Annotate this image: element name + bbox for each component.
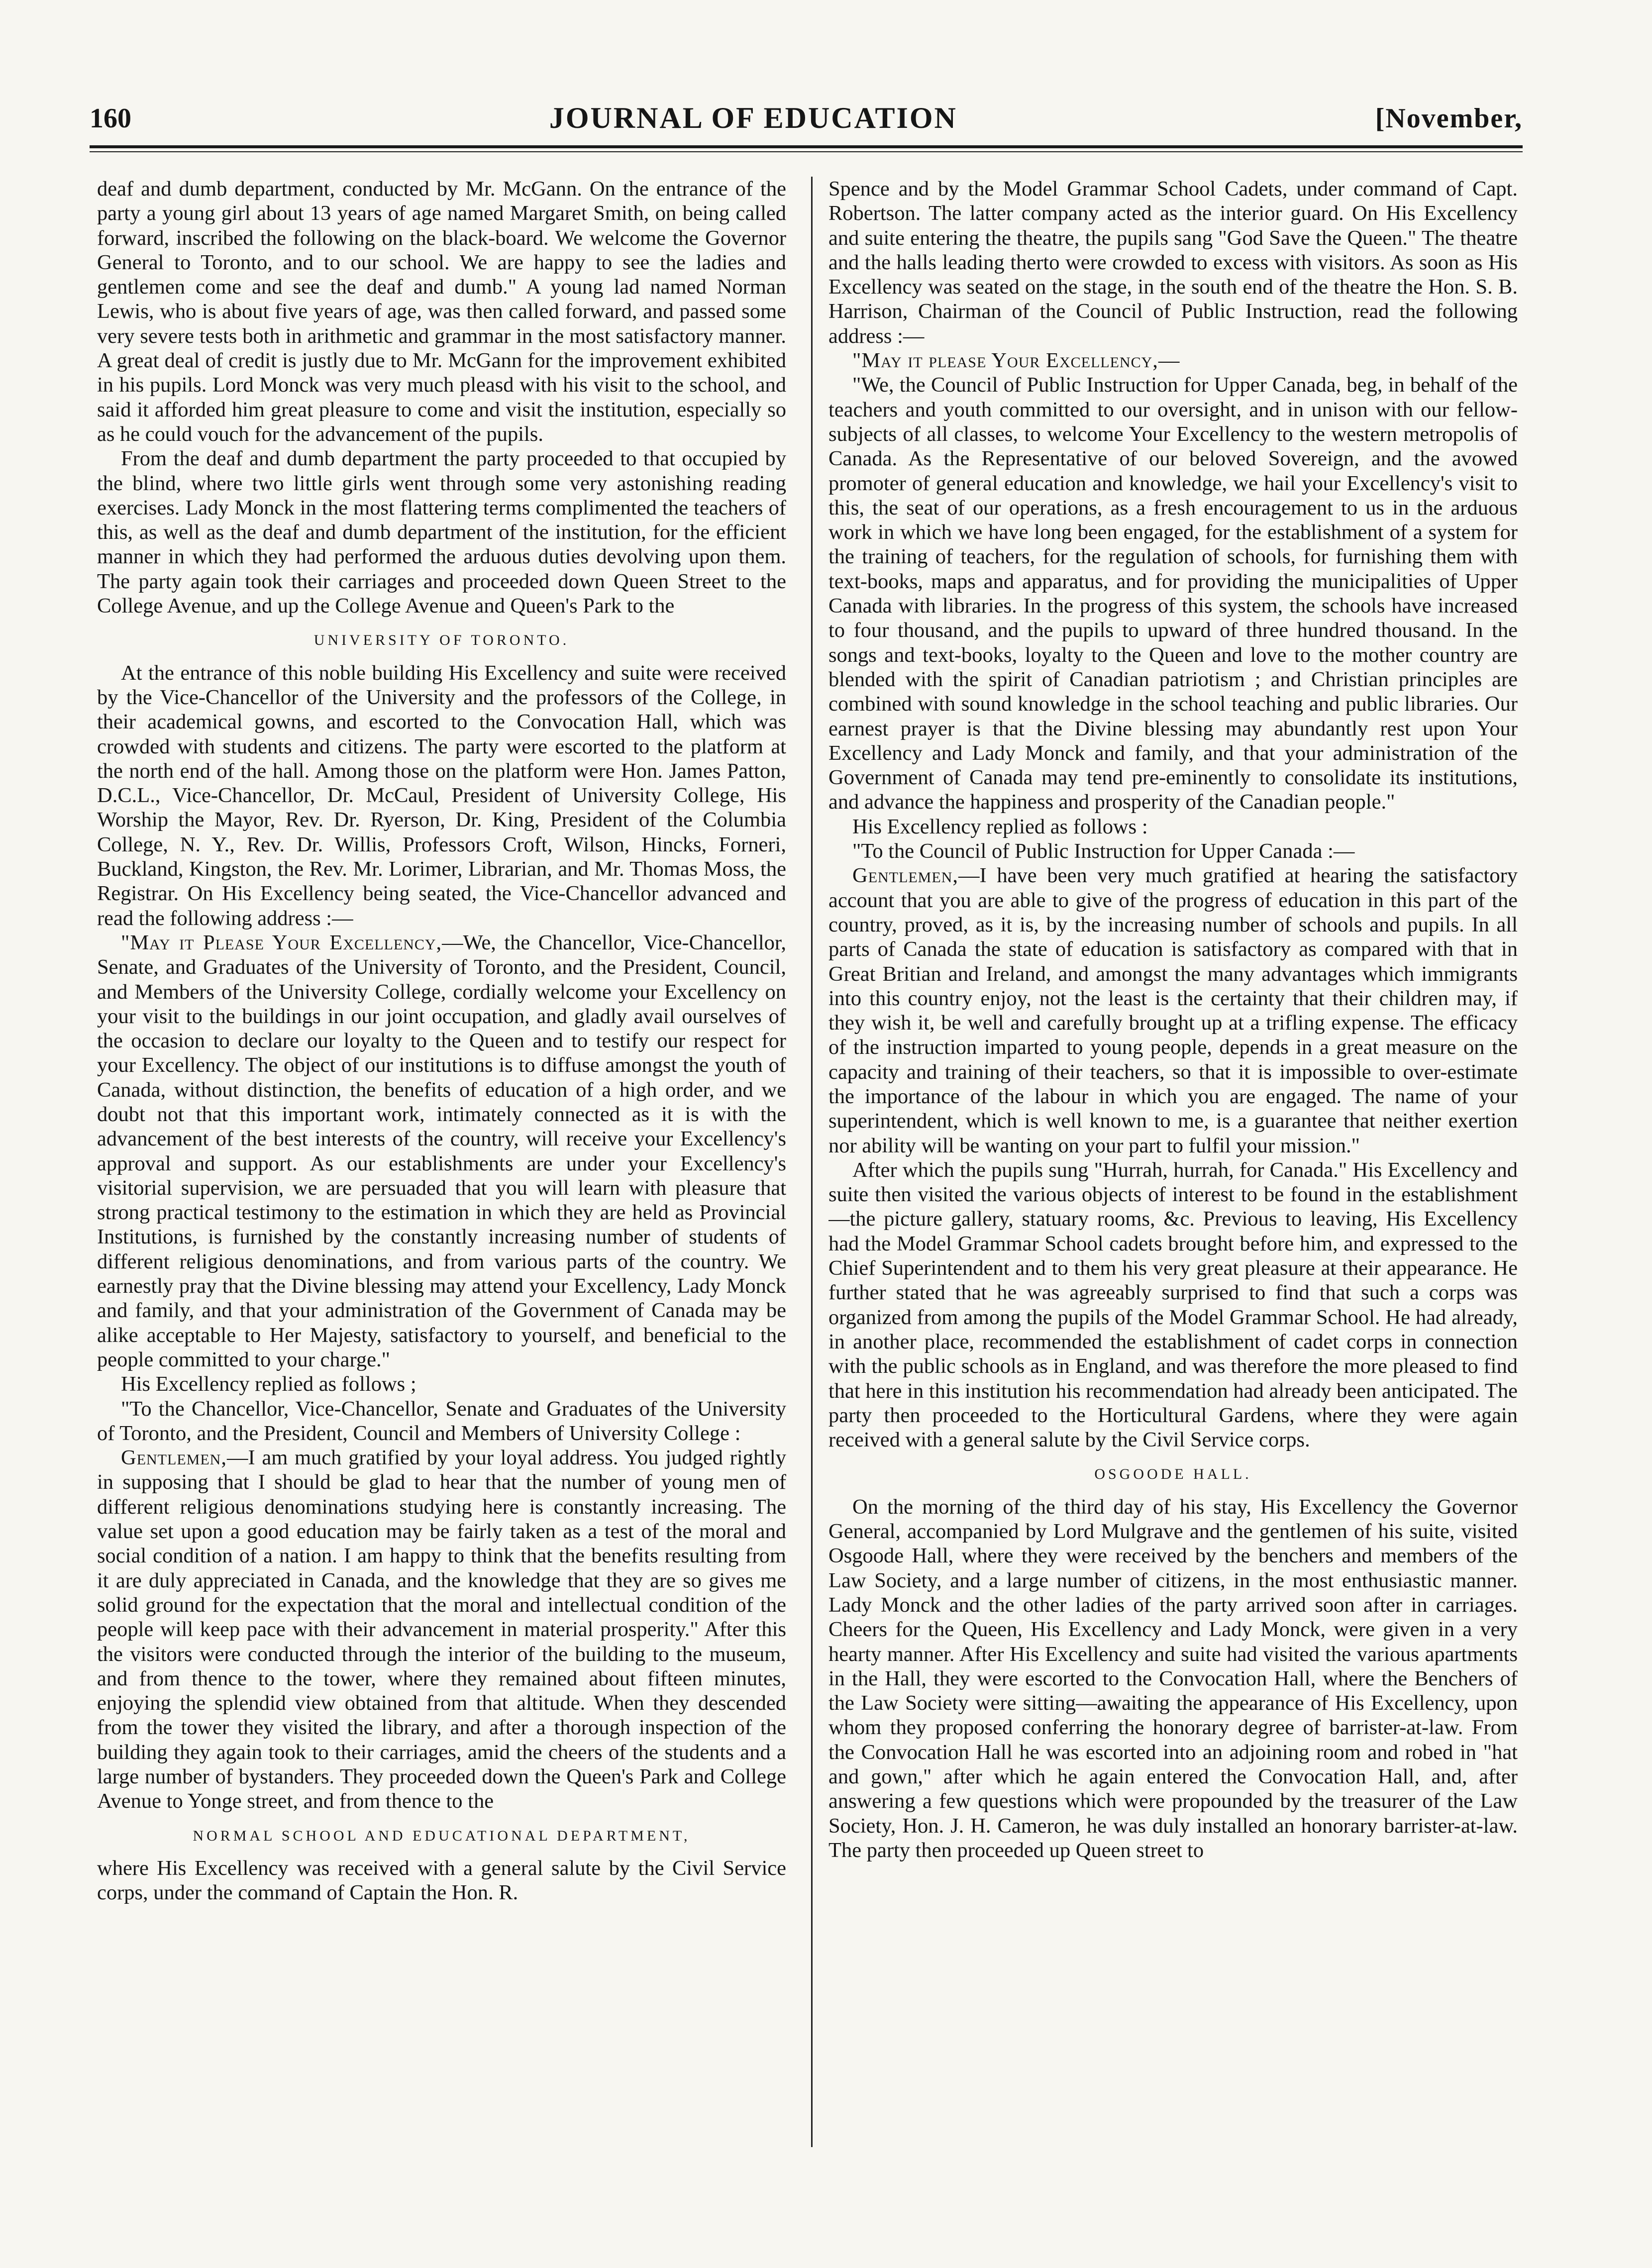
paragraph: Spence and by the Model Grammar School Cadets, under command of Capt. Robertson. The latter company acted as the interior guard. On His Excellency and suite entering the theatre, the pupils sang "God Save the Queen." The theatre and the halls leading therto were crowded to excess with visitors. As soon as His Excellency was seated on the stage, in the south end of the theatre the Hon. S. B. Harrison, Chairman of the Council of Public Instruction, read the following address :— [828,177,1518,348]
paragraph: From the deaf and dumb department the party proceeded to that occupied by the blind, where two little girls went through some very astonishing reading exercises. Lady Monck in the most flattering terms complimented the teachers of this, as well as the deaf and dumb department of the institution, for the efficient manner in which they had performed the arduous duties devolving upon them. The party again took their carriages and proceeded down Queen Street to the College Avenue, and up the College Avenue and Queen's Park to the [97,447,786,618]
address-text: —We, the Chancellor, Vice-Chancellor, Senate, and Graduates of the University of Toronto, and the President, Council, and Members of the University College, cordially welcome your Excellency on your visit to the buildings in our joint occupation, and gladly avail ourselves of the occasion to declare our loyalty to the Queen and to testify our respect for your Excellency. The object of our institutions is to diffuse amongst the youth of Canada, without distinction, the benefits of education of a high order, and we doubt not that this important work, intimately connected as it is with the advancement of the best interests of the country, will receive your Excellency's approval and support. As our establishments are under your Excellency's visitorial supervision, we are persuaded that you will learn with pleasure that strong practical testimony to the estimation in which they are held as Provincial Institutions, is furnished by the constantly increasing number of students of different religious denominations, and from various parts of the country. We earnestly pray that the Divine blessing may attend your Excellency, Lady Monck and family, and that your administration of the Government of Canada may be alike acceptable to Her Majesty, satisfactory to yourself, and beneficial to the people committed to your charge." [97,930,786,1371]
section-heading-osgoode: OSGOODE HALL. [1094,1466,1252,1483]
section-heading-normal-school: NORMAL SCHOOL AND EDUCATIONAL DEPARTMENT, [193,1827,691,1844]
paragraph [97,1445,786,1813]
reply-salutation: Gentlemen, [852,864,958,888]
reply-text: —I am much gratified by your loyal address. You judged rightly in supposing that I should be glad to hear that the number of young men of different religious denominations studying here is constantly increasing. The value set upon a good education may be fairly taken as a test of the moral and social condition of a nation. I am happy to think that the benefits resulting from it are duly appreciated in Canada, and the knowledge that they are so gives me solid ground for the expectation that the moral and intellectual condition of the people will keep pace with their advancement in material prosperity." After this the visitors were conducted through the interior of the building to the museum, and from thence to the tower, where they remained about fifteen minutes, enjoying the splendid view obtained from that altitude. When they descended from the tower they visited the library, and after a thorough inspection of the building they again took to their carriages, amid the cheers of the students and a large number of bystanders. They proceeded down the Queen's Park and College Avenue to Yonge street, and from thence to the [97,1446,786,1813]
paragraph: deaf and dumb department, conducted by Mr. McGann. On the entrance of the party a young girl about 13 years of age named Margaret Smith, on being called forward, inscribed the following on the black-board. We welcome the Governor General to Toronto, and to our school. We are happy to see the ladies and gentlemen come and see the deaf and dumb." A young lad named Norman Lewis, who is about five years of age, was then called forward, and passed some very severe tests both in arithmetic and grammar in the most satisfactory manner. A great deal of credit is justly due to Mr. McGann for the improvement exhibited in his pupils. Lord Monck was very much pleasd with his visit to the school, and said it afforded him great pleasure to come and visit the institution, especially so as he could vouch for the advancement of the pupils. [97,177,786,446]
section-heading-university: UNIVERSITY OF TORONTO. [313,632,570,649]
column-divider [811,177,813,2147]
paragraph: At the entrance of this noble building His Excellency and suite were received by the Vice-Chancellor of the University and the professors of the College, in their academical gowns, and escorted to the Convocation Hall, which was crowded with students and citizens. The party were escorted to the platform at the north end of the hall. Among those on the platform were Hon. James Patton, D.C.L., Vice-Chancellor, Dr. McCaul, President of University College, His Worship the Mayor, Rev. Dr. Ryerson, Dr. King, President of the Columbia College, N. Y., Rev. Dr. Willis, Professors Croft, Wilson, Hincks, Forneri, Buckland, Kingston, the Rev. Mr. Lorimer, Librarian, and Mr. Thomas Moss, the Registrar. On His Excellency being seated, the Vice-Chancellor advanced and read the following address :— [97,661,786,930]
left-column [97,177,786,2197]
header-rule [90,145,1523,148]
right-column [828,177,1518,2197]
paragraph [828,863,1518,1158]
page-number: 160 [90,103,131,134]
paragraph: "To the Council of Public Instruction for Upper Canada :— [852,839,1355,863]
address-salutation: "May it Please Your Excellency, [121,930,442,954]
paragraph: "To the Chancellor, Vice-Chancellor, Senate and Graduates of the University of Toronto, and the President, Council and Members of University College : [97,1397,786,1445]
paragraph: His Excellency replied as follows ; [121,1372,416,1396]
paragraph: On the morning of the third day of his stay, His Excellency the Governor General, accompanied by Lord Mulgrave and the gentlemen of his suite, visited Osgoode Hall, where they were received by the benchers and members of the Law Society, and a large number of citizens, in the most enthusiastic manner. Lady Monck and the other ladies of the party arrived soon after in carriages. Cheers for the Queen, His Excellency and Lady Monck, were given in a very hearty manner. After His Excellency and suite had visited the various apartments in the Hall, they were escorted to the Convocation Hall, where the Benchers of the Law Society were sitting—awaiting the appearance of His Excellency, upon whom they proposed conferring the honorary degree of barrister-at-law. From the Convocation Hall he was escorted into an adjoining room and robed in "hat and gown," after which he again entered the Convocation Hall, and, after answering a few questions which were propounded by the treasurer of the Law Society, Hon. J. H. Cameron, he was duly installed an honorary barrister-at-law. The party then proceeded up Queen street to [828,1495,1518,1862]
paragraph: "We, the Council of Public Instruction for Upper Canada, beg, in behalf of the teachers and youth committed to our oversight, and in unison with our fellow-subjects of all classes, to welcome Your Excellency to the western metropolis of Canada. As the Representative of our beloved Sovereign, and the avowed promoter of general education and knowledge, we hail your Excellency's visit to this, the seat of our operations, as a fresh encouragement to us in the arduous work in which we have long been engaged, for the establishment of a system for the training of teachers, for the regulation of schools, for furnishing them with text-books, maps and apparatus, and for providing the municipalities of Upper Canada with libraries. In the progress of this system, the schools have increased to four thousand, and the pupils to upward of three hundred thousand. In the songs and text-books, loyalty to the Queen and love to the mother country are blended with the spirit of Canadian patriotism ; and Christian principles are combined with sound knowledge in the school teaching and public libraries. Our earnest prayer is that the Divine blessing may abundantly rest upon Your Excellency and Lady Monck and family, and that your administration of the Government of Canada may tend pre-eminently to consolidate its institutions, and advance the happiness and prosperity of the Canadian people." [828,373,1518,814]
reply-text: —I have been very much gratified at hearing the satisfactory account that you are able to give of the progress of education in this part of the country, proved, as it is, by the increasing number of schools and pupils. In all parts of Canada the state of education is satisfactory as compared with that in Great Britian and Ireland, and amongst the many advantages which immigrants into this country enjoy, not the least is the certainty that their children may, if they wish it, be well and carefully brought up at a trifling expense. The efficacy of the instruction imparted to young people, depends in a great measure on the capacity and training of their teachers, so that it is impossible to over-estimate the importance of the labour in which you are engaged. The name of your superintendent, which is well known to me, is a guarantee that neither exertion nor ability will be wanting on your part to fulfil your mission." [828,864,1518,1157]
issue-month: [November, [1375,103,1523,134]
address-salutation: "May it please Your Excellency,— [852,349,1180,373]
paragraph: His Excellency replied as follows : [852,815,1148,838]
running-header [90,95,1523,142]
paragraph [97,930,786,1372]
journal-title: JOURNAL OF EDUCATION [549,102,957,134]
header-rule-thin [90,151,1523,152]
paragraph: After which the pupils sung "Hurrah, hurrah, for Canada." His Excellency and suite then visited the various objects of interest to be found in the establishment—the picture gallery, statuary rooms, &c. Previous to leaving, His Excellency had the Model Grammar School cadets brought before him, and expressed to the Chief Superintendent and to them his very great pleasure at their appearance. He further stated that he was agreeably surprised to find that such a corps was organized from among the pupils of the Model Grammar School. He had already, in another place, recommended the establishment of cadet corps in connection with the public schools as in England, and was therefore the more pleased to find that here in this institution his recommendation had already been anticipated. The party then proceeded to the Horticultural Gardens, where they were again received with a general salute by the Civil Service corps. [828,1158,1518,1452]
reply-salutation: Gentlemen, [121,1446,227,1470]
paragraph: where His Excellency was received with a general salute by the Civil Service corps, under the command of Captain the Hon. R. [97,1856,786,1905]
